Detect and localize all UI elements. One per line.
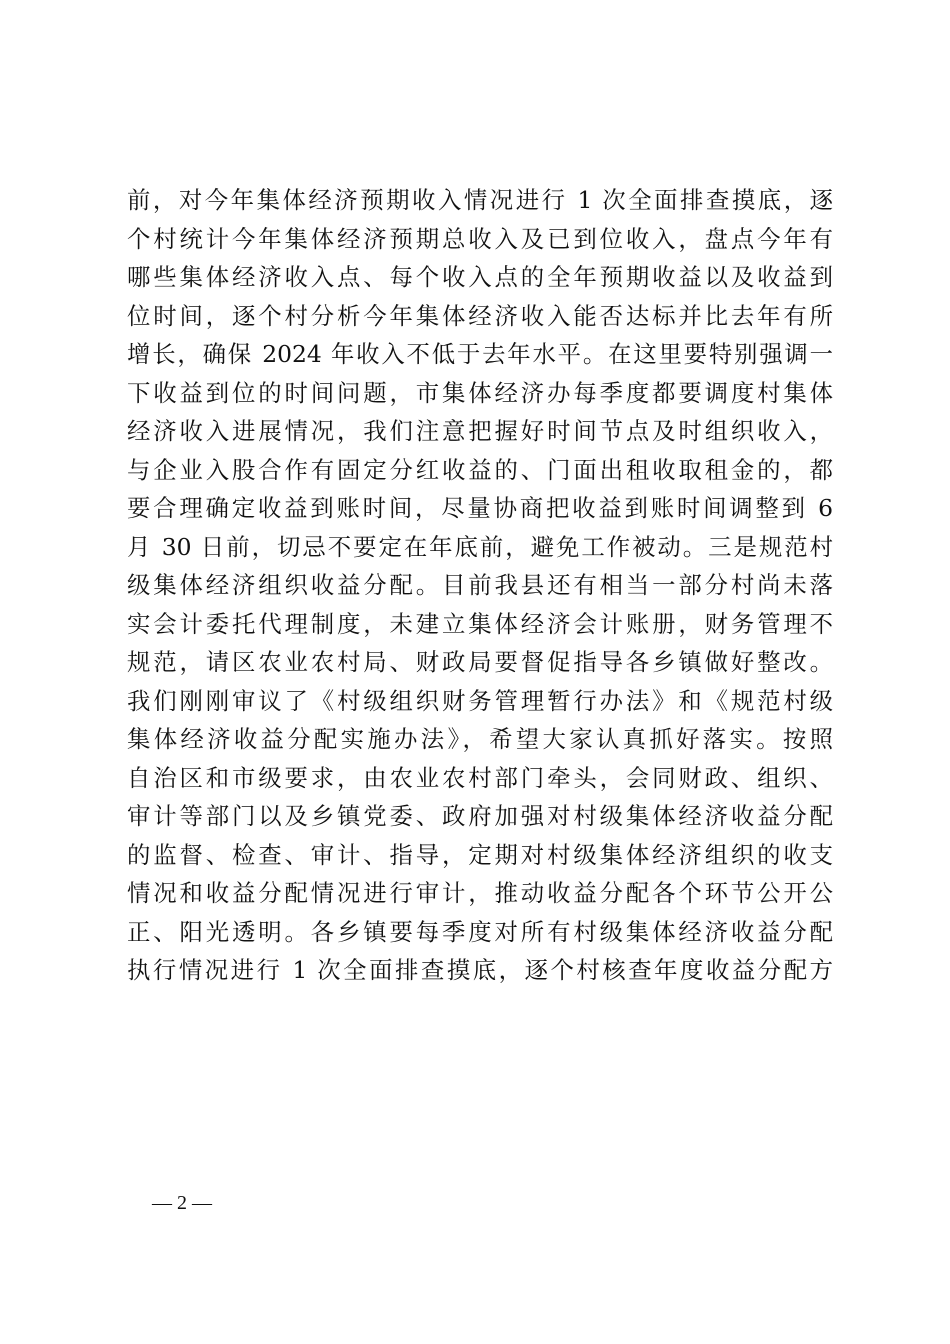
text-line: 规范，请区农业农村局、财政局要督促指导各乡镇做好整改。 bbox=[127, 648, 833, 676]
text-line: 月 30 日前，切忌不要定在年底前，避免工作被动。三是规范村 bbox=[127, 532, 833, 561]
text-line: 要合理确定收益到账时间，尽量协商把收益到账时间调整到 6 bbox=[127, 494, 833, 522]
text-line: 增长，确保 2024 年收入不低于去年水平。在这里要特别强调一 bbox=[127, 340, 833, 368]
text-line: 情况和收益分配情况进行审计，推动收益分配各个环节公开公 bbox=[127, 879, 833, 907]
text-line: 经济收入进展情况，我们注意把握好时间节点及时组织收入， bbox=[127, 417, 833, 445]
text-line: 集体经济收益分配实施办法》，希望大家认真抓好落实。按照 bbox=[127, 725, 833, 753]
text-line: 实会计委托代理制度，未建立集体经济会计账册，财务管理不 bbox=[127, 609, 833, 638]
text-line: 哪些集体经济收入点、每个收入点的全年预期收益以及收益到 bbox=[127, 263, 833, 291]
text-line: 前，对今年集体经济预期收入情况进行 1 次全面排查摸底，逐 bbox=[127, 186, 833, 214]
text-line: 执行情况进行 1 次全面排查摸底，逐个村核查年度收益分配方 bbox=[127, 956, 833, 984]
text-line: 的监督、检查、审计、指导，定期对村级集体经济组织的收支 bbox=[127, 840, 833, 869]
page-number: — 2 — bbox=[152, 1192, 212, 1214]
text-line: 下收益到位的时间问题，市集体经济办每季度都要调度村集体 bbox=[127, 378, 833, 407]
text-line: 自治区和市级要求，由农业农村部门牵头，会同财政、组织、 bbox=[127, 763, 833, 792]
text-line: 与企业入股合作有固定分红收益的、门面出租收取租金的，都 bbox=[127, 455, 833, 484]
text-line: 个村统计今年集体经济预期总收入及已到位收入，盘点今年有 bbox=[127, 224, 833, 253]
text-line: 审计等部门以及乡镇党委、政府加强对村级集体经济收益分配 bbox=[127, 802, 833, 830]
text-line: 级集体经济组织收益分配。目前我县还有相当一部分村尚未落 bbox=[127, 571, 833, 599]
body-text bbox=[127, 181, 833, 990]
text-line: 我们刚刚审议了《村级组织财务管理暂行办法》和《规范村级 bbox=[127, 686, 833, 715]
text-line: 正、阳光透明。各乡镇要每季度对所有村级集体经济收益分配 bbox=[127, 917, 833, 946]
text-line: 位时间，逐个村分析今年集体经济收入能否达标并比去年有所 bbox=[127, 301, 833, 330]
